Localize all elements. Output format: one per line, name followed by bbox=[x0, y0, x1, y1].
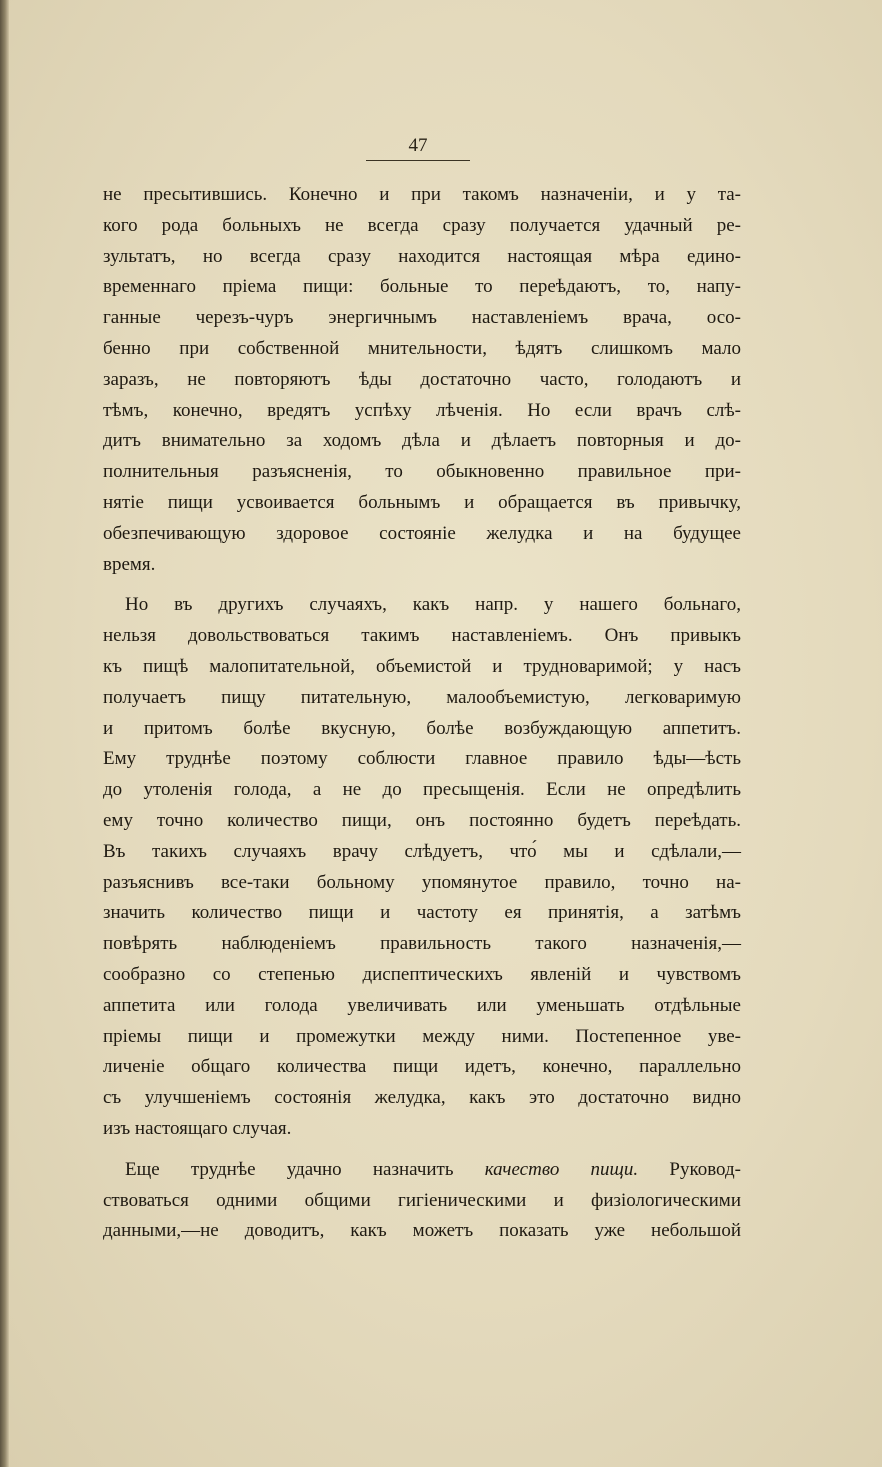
text-line: ганные черезъ-чуръ энергичнымъ наставленіемъ врача, осо- bbox=[103, 307, 741, 329]
text-fragment: Руковод- bbox=[638, 1158, 742, 1180]
paragraph-1 bbox=[103, 180, 741, 580]
text-line: ему точно количество пищи, онъ постоянно будетъ переѣдать. bbox=[103, 809, 741, 831]
text-line: бенно при собственной мнительности, ѣдятъ слишкомъ мало bbox=[103, 337, 741, 359]
text-line: полнительныя разъясненія, то обыкновенно правильное при- bbox=[103, 461, 741, 483]
italic-emphasis: качество пищи. bbox=[484, 1158, 639, 1180]
book-spine-edge bbox=[0, 0, 9, 1467]
text-line: аппетита или голода увеличивать или уменьшать отдѣльные bbox=[103, 994, 741, 1016]
text-line: обезпечивающую здоровое состояніе желудка и на будущее bbox=[103, 522, 741, 544]
text-line: время. bbox=[103, 553, 156, 575]
paragraph-3 bbox=[103, 1155, 741, 1247]
text-line: ствоваться одними общими гигіеническими и физіологическими bbox=[103, 1189, 741, 1211]
text-line: не пресытившись. Конечно и при такомъ назначеніи, и у та- bbox=[103, 184, 741, 205]
header-rule bbox=[366, 160, 470, 161]
text-line: нельзя довольствоваться такимъ наставленіемъ. Онъ привыкъ bbox=[103, 625, 741, 647]
text-line: личеніе общаго количества пищи идетъ, конечно, параллельно bbox=[103, 1056, 741, 1078]
text-line: къ пищѣ малопитательной, объемистой и трудноваримой; у насъ bbox=[103, 655, 741, 677]
text-line: Въ такихъ случаяхъ врачу слѣдуетъ, что́ мы и сдѣлали,— bbox=[103, 840, 741, 862]
text-line: значить количество пищи и частоту ея принятія, а затѣмъ bbox=[103, 902, 741, 924]
text-line: и притомъ болѣе вкусную, болѣе возбуждающую аппетитъ. bbox=[103, 717, 741, 739]
text-line: сообразно со степенью диспептическихъ явленій и чувствомъ bbox=[103, 963, 741, 985]
body-text bbox=[103, 180, 741, 1247]
text-line: получаетъ пищу питательную, малообъемистую, легковаримую bbox=[103, 686, 741, 708]
text-line: съ улучшеніемъ состоянія желудка, какъ это достаточно видно bbox=[103, 1087, 741, 1109]
text-line: заразъ, не повторяютъ ѣды достаточно часто, голодаютъ и bbox=[103, 368, 741, 390]
text-line: до утоленія голода, а не до пресыщенія. Если не опредѣлить bbox=[103, 779, 741, 801]
text-fragment: Еще труднѣе удачно назначить bbox=[125, 1158, 485, 1180]
text-line: повѣрять наблюденіемъ правильность такого назначенія,— bbox=[103, 933, 741, 955]
paragraph-2 bbox=[103, 590, 741, 1144]
text-line: разъяснивъ все-таки больному упомянутое правило, точно на- bbox=[103, 871, 741, 893]
text-line: дитъ внимательно за ходомъ дѣла и дѣлаетъ повторныя и до- bbox=[103, 430, 741, 452]
text-line: данными,—не доводитъ, какъ можетъ показать уже небольшой bbox=[103, 1220, 741, 1242]
text-line: пріемы пищи и промежутки между ними. Постепенное уве- bbox=[103, 1025, 741, 1047]
text-line: зультатъ, но всегда сразу находится настоящая мѣра едино- bbox=[103, 245, 741, 267]
page-number: 47 bbox=[408, 135, 428, 156]
text-line: изъ настоящаго случая. bbox=[103, 1117, 292, 1139]
text-line: Но въ другихъ случаяхъ, какъ напр. у нашего больнаго, bbox=[125, 594, 741, 616]
text-line: тѣмъ, конечно, вредятъ успѣху лѣченія. Но если врачъ слѣ- bbox=[103, 399, 741, 421]
text-line: нятіе пищи усвоивается больнымъ и обращается въ привычку, bbox=[103, 491, 741, 513]
text-line bbox=[103, 1155, 741, 1186]
text-line: Ему труднѣе поэтому соблюсти главное правило ѣды—ѣсть bbox=[103, 748, 741, 770]
text-line: кого рода больныхъ не всегда сразу получается удачный ре- bbox=[103, 214, 741, 236]
text-line: временнаго пріема пищи: больные то переѣдаютъ, то, напу- bbox=[103, 276, 741, 298]
